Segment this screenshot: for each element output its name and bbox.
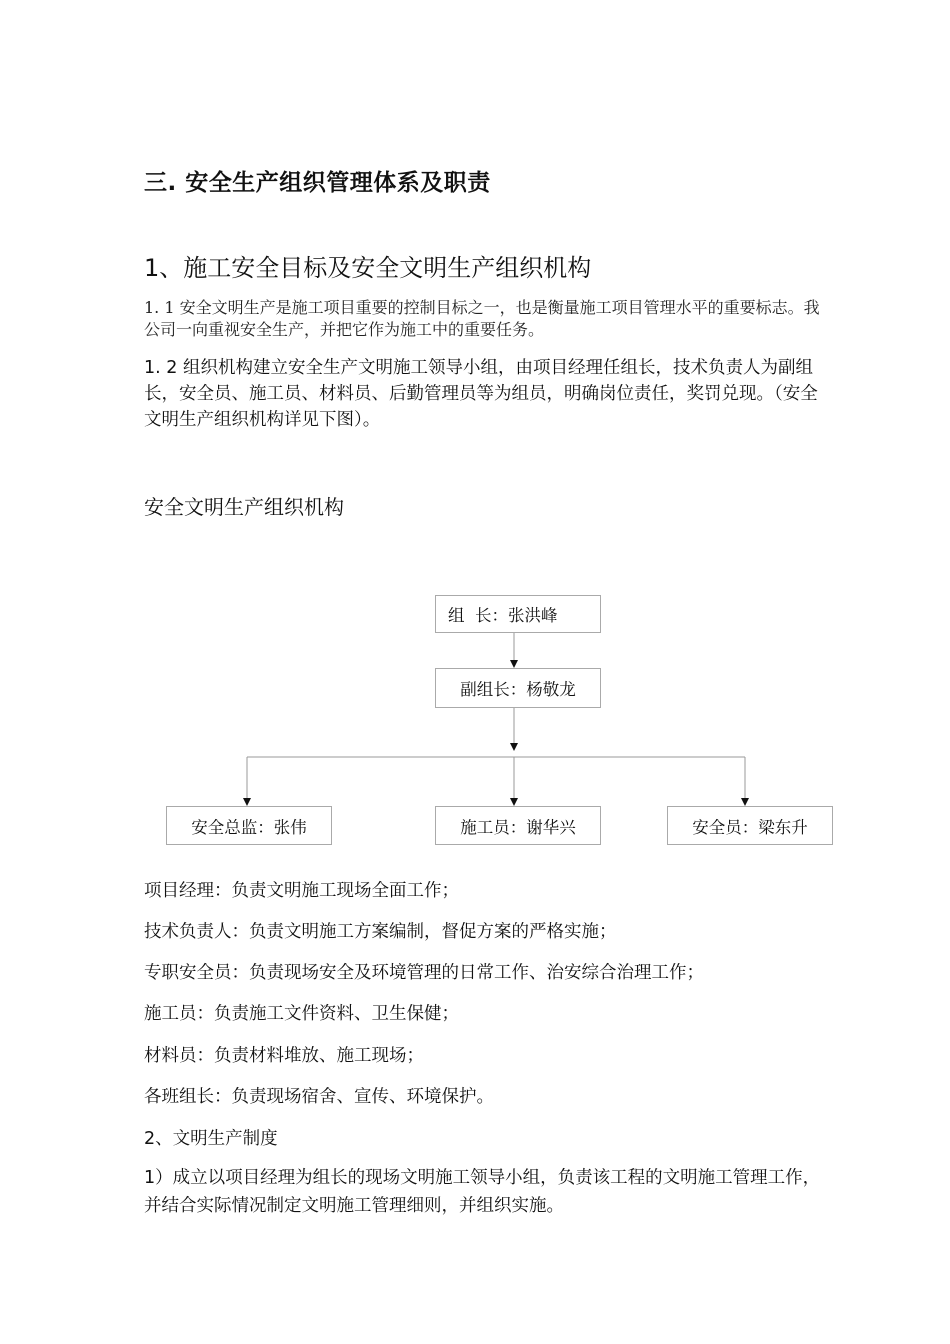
- org-node-safety-director-label: 安全总监：张伟: [191, 817, 307, 837]
- org-node-safety-officer: [667, 806, 833, 845]
- org-node-constructor-label: 施工员：谢华兴: [460, 817, 576, 837]
- duty-item: 项目经理：负责文明施工现场全面工作；: [144, 881, 459, 901]
- duty-item: 技术负责人：负责文明施工方案编制，督促方案的严格实施；: [144, 922, 617, 942]
- section-heading: 三. 安全生产组织管理体系及职责: [144, 170, 491, 196]
- paragraph-1-1: 1. 1 安全文明生产是施工项目重要的控制目标之一，也是衡量施工项目管理水平的重要标志。我公司一向重视安全生产，并把它作为施工中的重要任务。: [144, 298, 820, 339]
- org-node-leader: [435, 595, 601, 633]
- section-2-heading: 2、文明生产制度: [144, 1129, 278, 1149]
- org-node-constructor: [435, 806, 601, 845]
- duty-item: 施工员：负责施工文件资料、卫生保健；: [144, 1004, 459, 1024]
- subsection-heading: 1、施工安全目标及安全文明生产组织机构: [144, 254, 592, 282]
- org-node-deputy-label: 副组长：杨敬龙: [460, 680, 576, 699]
- duty-item: 专职安全员：负责现场安全及环境管理的日常工作、治安综合治理工作；: [144, 963, 704, 983]
- paragraph-1-2: 1. 2 组织机构建立安全生产文明施工领导小组，由项目经理任组长，技术负责人为副组长，安全员、施工员、材料员、后勤管理员等为组员，明确岗位责任，奖罚兑现。（安全文明生产组织机构详见下图）。: [144, 358, 818, 430]
- org-node-deputy: [435, 668, 601, 708]
- duty-item: 各班组长：负责现场宿舍、宣传、环境保护。: [144, 1087, 494, 1107]
- duty-item: 材料员：负责材料堆放、施工现场；: [144, 1046, 424, 1066]
- paragraph-2-1: 1）成立以项目经理为组长的现场文明施工领导小组，负责该工程的文明施工管理工作，并结合实际情况制定文明施工管理细则，并组织实施。: [144, 1168, 821, 1216]
- org-node-leader-label: 组 长：张洪峰: [448, 606, 558, 625]
- org-node-safety-officer-label: 安全员：梁东升: [692, 817, 808, 837]
- org-chart-title: 安全文明生产组织机构: [144, 495, 344, 519]
- org-node-safety-director: [166, 806, 332, 845]
